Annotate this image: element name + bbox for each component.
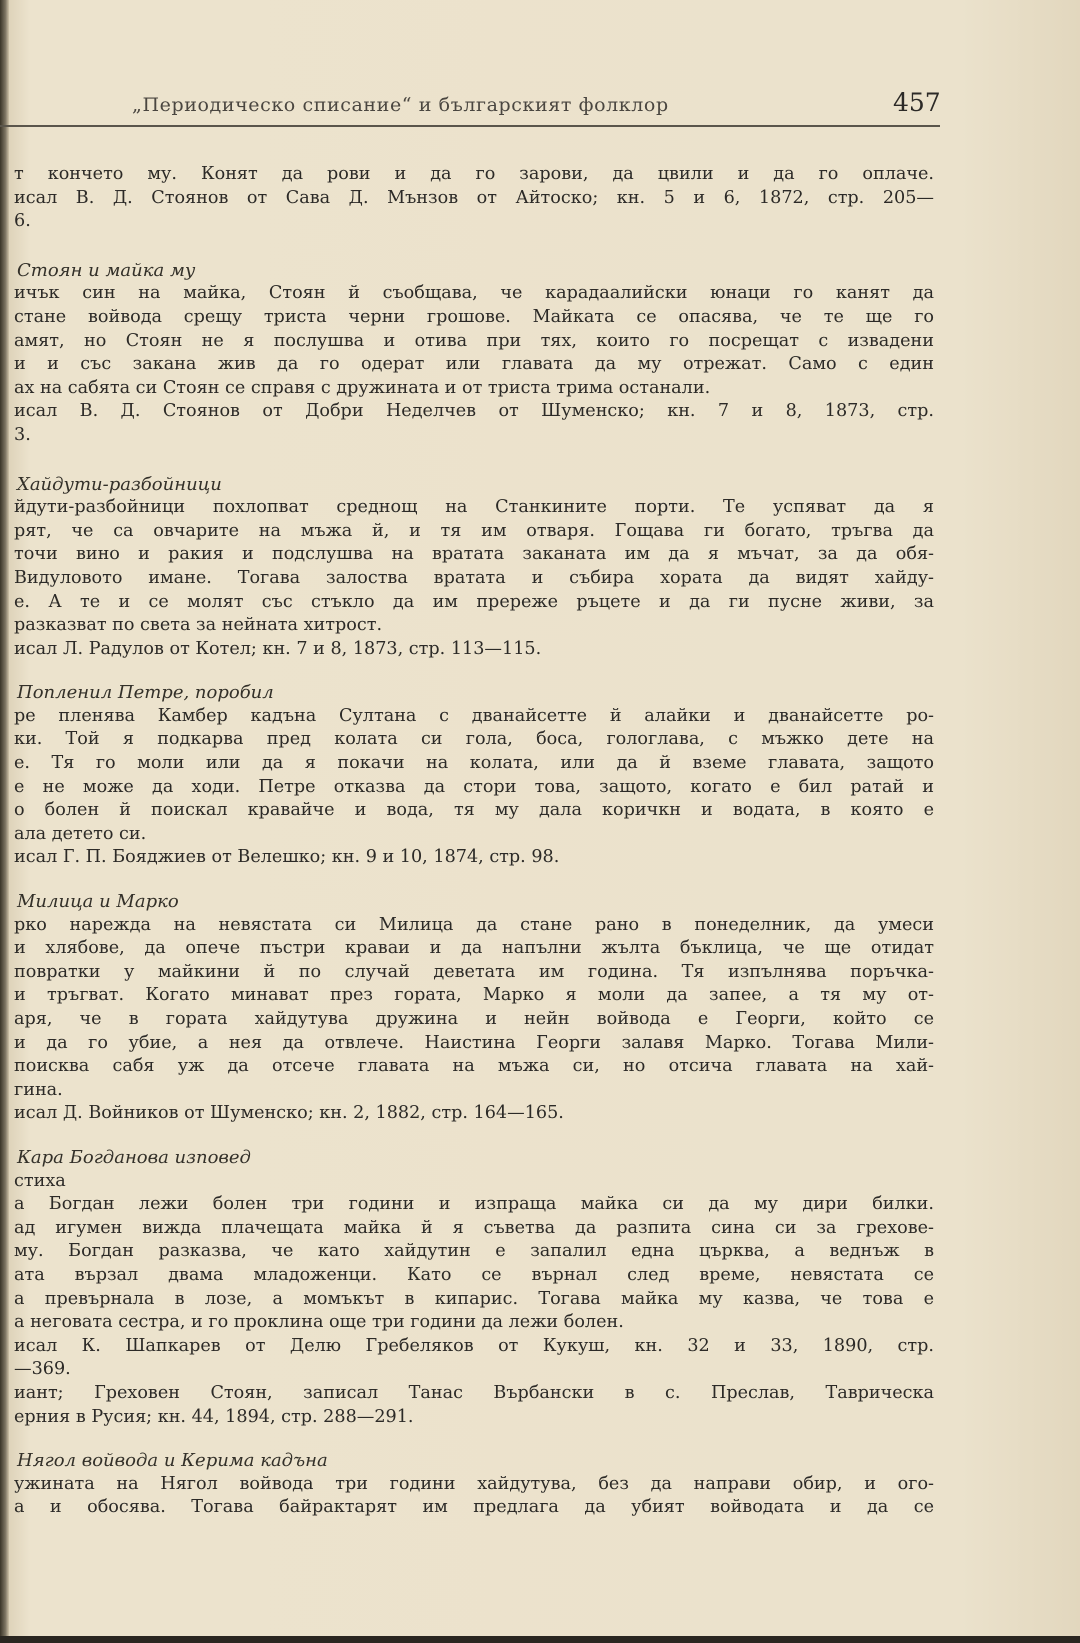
text-line: а Богдан лежи болен три години и изпраща майка си да му дири билки. — [14, 1194, 934, 1215]
source-line: исал Г. П. Бояджиев от Велешко; кн. 9 и 10, 1874, стр. 98. — [14, 847, 560, 868]
text-line: и да го убие, а нея да отвлече. Наистина Георги залавя Марко. Тогава Мили- — [14, 1032, 934, 1053]
text-line: е не може да ходи. Петре отказва да стори това, защото, когато е бил ратай и — [14, 776, 934, 797]
source-line: исал Л. Радулов от Котел; кн. 7 и 8, 1873, стр. 113—115. — [14, 638, 542, 659]
header-rule — [0, 125, 940, 127]
text-line: и тръгват. Когато минават през гората, Марко я моли да запее, а тя му от- — [14, 985, 934, 1006]
source-line: ерния в Русия; кн. 44, 1894, стр. 288—291. — [14, 1406, 414, 1427]
intro-line: исал В. Д. Стоянов от Сава Д. Мънзов от Айтоско; кн. 5 и 6, 1872, стр. 205— — [14, 187, 934, 208]
text-line: рят, че са овчарите на мъжа й, и тя им отваря. Гощава ги богато, тръгва да — [14, 520, 934, 541]
text-line: Видуловото имане. Тогава залоства вратата и събира хората да видят хайду- — [14, 567, 934, 588]
intro-line: 6. — [14, 211, 31, 232]
page-number: 457 — [893, 88, 941, 117]
text-line: а превърнала в лозе, а момъкът в кипарис. Тогава майка му казва, че това е — [14, 1288, 934, 1309]
section-title-haiduti: Хайдути-разбойници — [17, 473, 222, 495]
section-title-nyagol: Нягол войвода и Керима кадъна — [17, 1450, 328, 1472]
page-bottom-edge — [0, 1636, 1080, 1643]
section-title-militsa: Милица и Марко — [17, 891, 179, 913]
text-line: стиха — [14, 1170, 66, 1191]
source-line: —369. — [14, 1359, 71, 1380]
intro-line: т кончето му. Конят да рови и да го зарови, да цвили и да го оплаче. — [14, 164, 934, 184]
running-title: „Периодическо списание“ и българският фолклор — [132, 94, 669, 116]
text-line: повратки у майкини й по случай деветата им година. Тя изпълнява поръчка- — [14, 961, 934, 982]
text-line: и хлябове, да опече пъстри краваи и да напълни жълта бъклица, че ще отидат — [14, 938, 934, 959]
text-line: стане войвода срещу триста черни грошове. Майката се опасява, че те ще го — [14, 306, 934, 327]
text-line: а и обосява. Тогава байрактарят им предлага да убият войводата и да се — [14, 1497, 934, 1518]
text-line: ки. Той я подкарва пред колата си гола, боса, гологлава, с мъжко дете на — [14, 729, 934, 750]
text-line: ах на сабята си Стоян се справя с дружината и от триста трима останали. — [14, 377, 711, 398]
source-line: исал Д. Войников от Шуменско; кн. 2, 1882, стр. 164—165. — [14, 1103, 564, 1124]
text-line: ад игумен вижда плачещата майка й я съветва да разпита сина си за грехове- — [14, 1217, 934, 1238]
text-line: е. А те и се молят със стъкло да им прережe ръцете и да ги пусне живи, за — [14, 591, 934, 612]
text-line: рко нарежда на невястата си Милица да стане рано в понеделник, да умеси — [14, 914, 934, 935]
text-line: ре пленява Камбер кадъна Султана с дванайсетте й алайки и дванайсетте ро- — [14, 705, 934, 726]
page-body — [14, 163, 934, 1520]
text-line: разказват по света за нейната хитрост. — [14, 615, 383, 636]
text-line: точи вино и ракия и подслушва на вратата заканата им да я мъчат, за да обя- — [14, 544, 934, 565]
text-line: йдути-разбойници похлопват среднощ на Станкините порти. Те успяват да я — [14, 497, 934, 518]
text-line: ичък син на майка, Стоян й съобщава, че карадаалийски юнаци го канят да — [14, 283, 934, 304]
source-line: 3. — [14, 424, 31, 445]
source-line: исал К. Шапкарев от Делю Гребеляков от Кукуш, кн. 32 и 33, 1890, стр. — [14, 1335, 934, 1356]
book-spine-edge — [0, 0, 9, 1643]
text-line: амят, но Стоян не я послушва и отива при тях, които го посрещат с извадени — [14, 330, 934, 351]
source-line: исал В. Д. Стоянов от Добри Неделчев от Шуменско; кн. 7 и 8, 1873, стр. — [14, 401, 934, 422]
text-line: гина. — [14, 1079, 63, 1100]
text-line: ужината на Нягол войвода три години хайдутува, без да направи обир, и ого- — [14, 1473, 934, 1494]
page-header — [0, 88, 950, 128]
text-line: му. Богдан разказва, че като хайдутин е запалил една църква, а веднъж в — [14, 1241, 934, 1262]
text-line: а неговата сестра, и го проклина още три години да лежи болен. — [14, 1312, 624, 1333]
text-line: ата вързал двама младоженци. Като се върнал след време, невястата се — [14, 1264, 934, 1285]
section-title-stoyan: Стоян и майка му — [17, 259, 196, 281]
text-line: е. Тя го моли или да я покачи на колата, или да й вземе главата, защото — [14, 753, 934, 774]
text-line: и и със закана жив да го одерат или главата да му отрежат. Само с един — [14, 354, 934, 375]
text-line: ала детето си. — [14, 823, 147, 844]
section-title-kara-bogdan: Кара Богданова изповед — [17, 1146, 251, 1168]
source-line: иант; Греховен Стоян, записал Танас Върбански в с. Преслав, Таврическа — [14, 1382, 934, 1403]
text-line: аря, че в гората хайдутува дружина и нейн войвода е Георги, който се — [14, 1009, 934, 1029]
text-line: поисква сабя уж да отсече главата на мъжа си, но отсича главата на хай- — [14, 1056, 934, 1077]
section-title-petre: Попленил Петре, поробил — [17, 682, 274, 704]
text-line: о болен й поискал кравайче и вода, тя му дала коричкн и водата, в която е — [14, 800, 934, 821]
